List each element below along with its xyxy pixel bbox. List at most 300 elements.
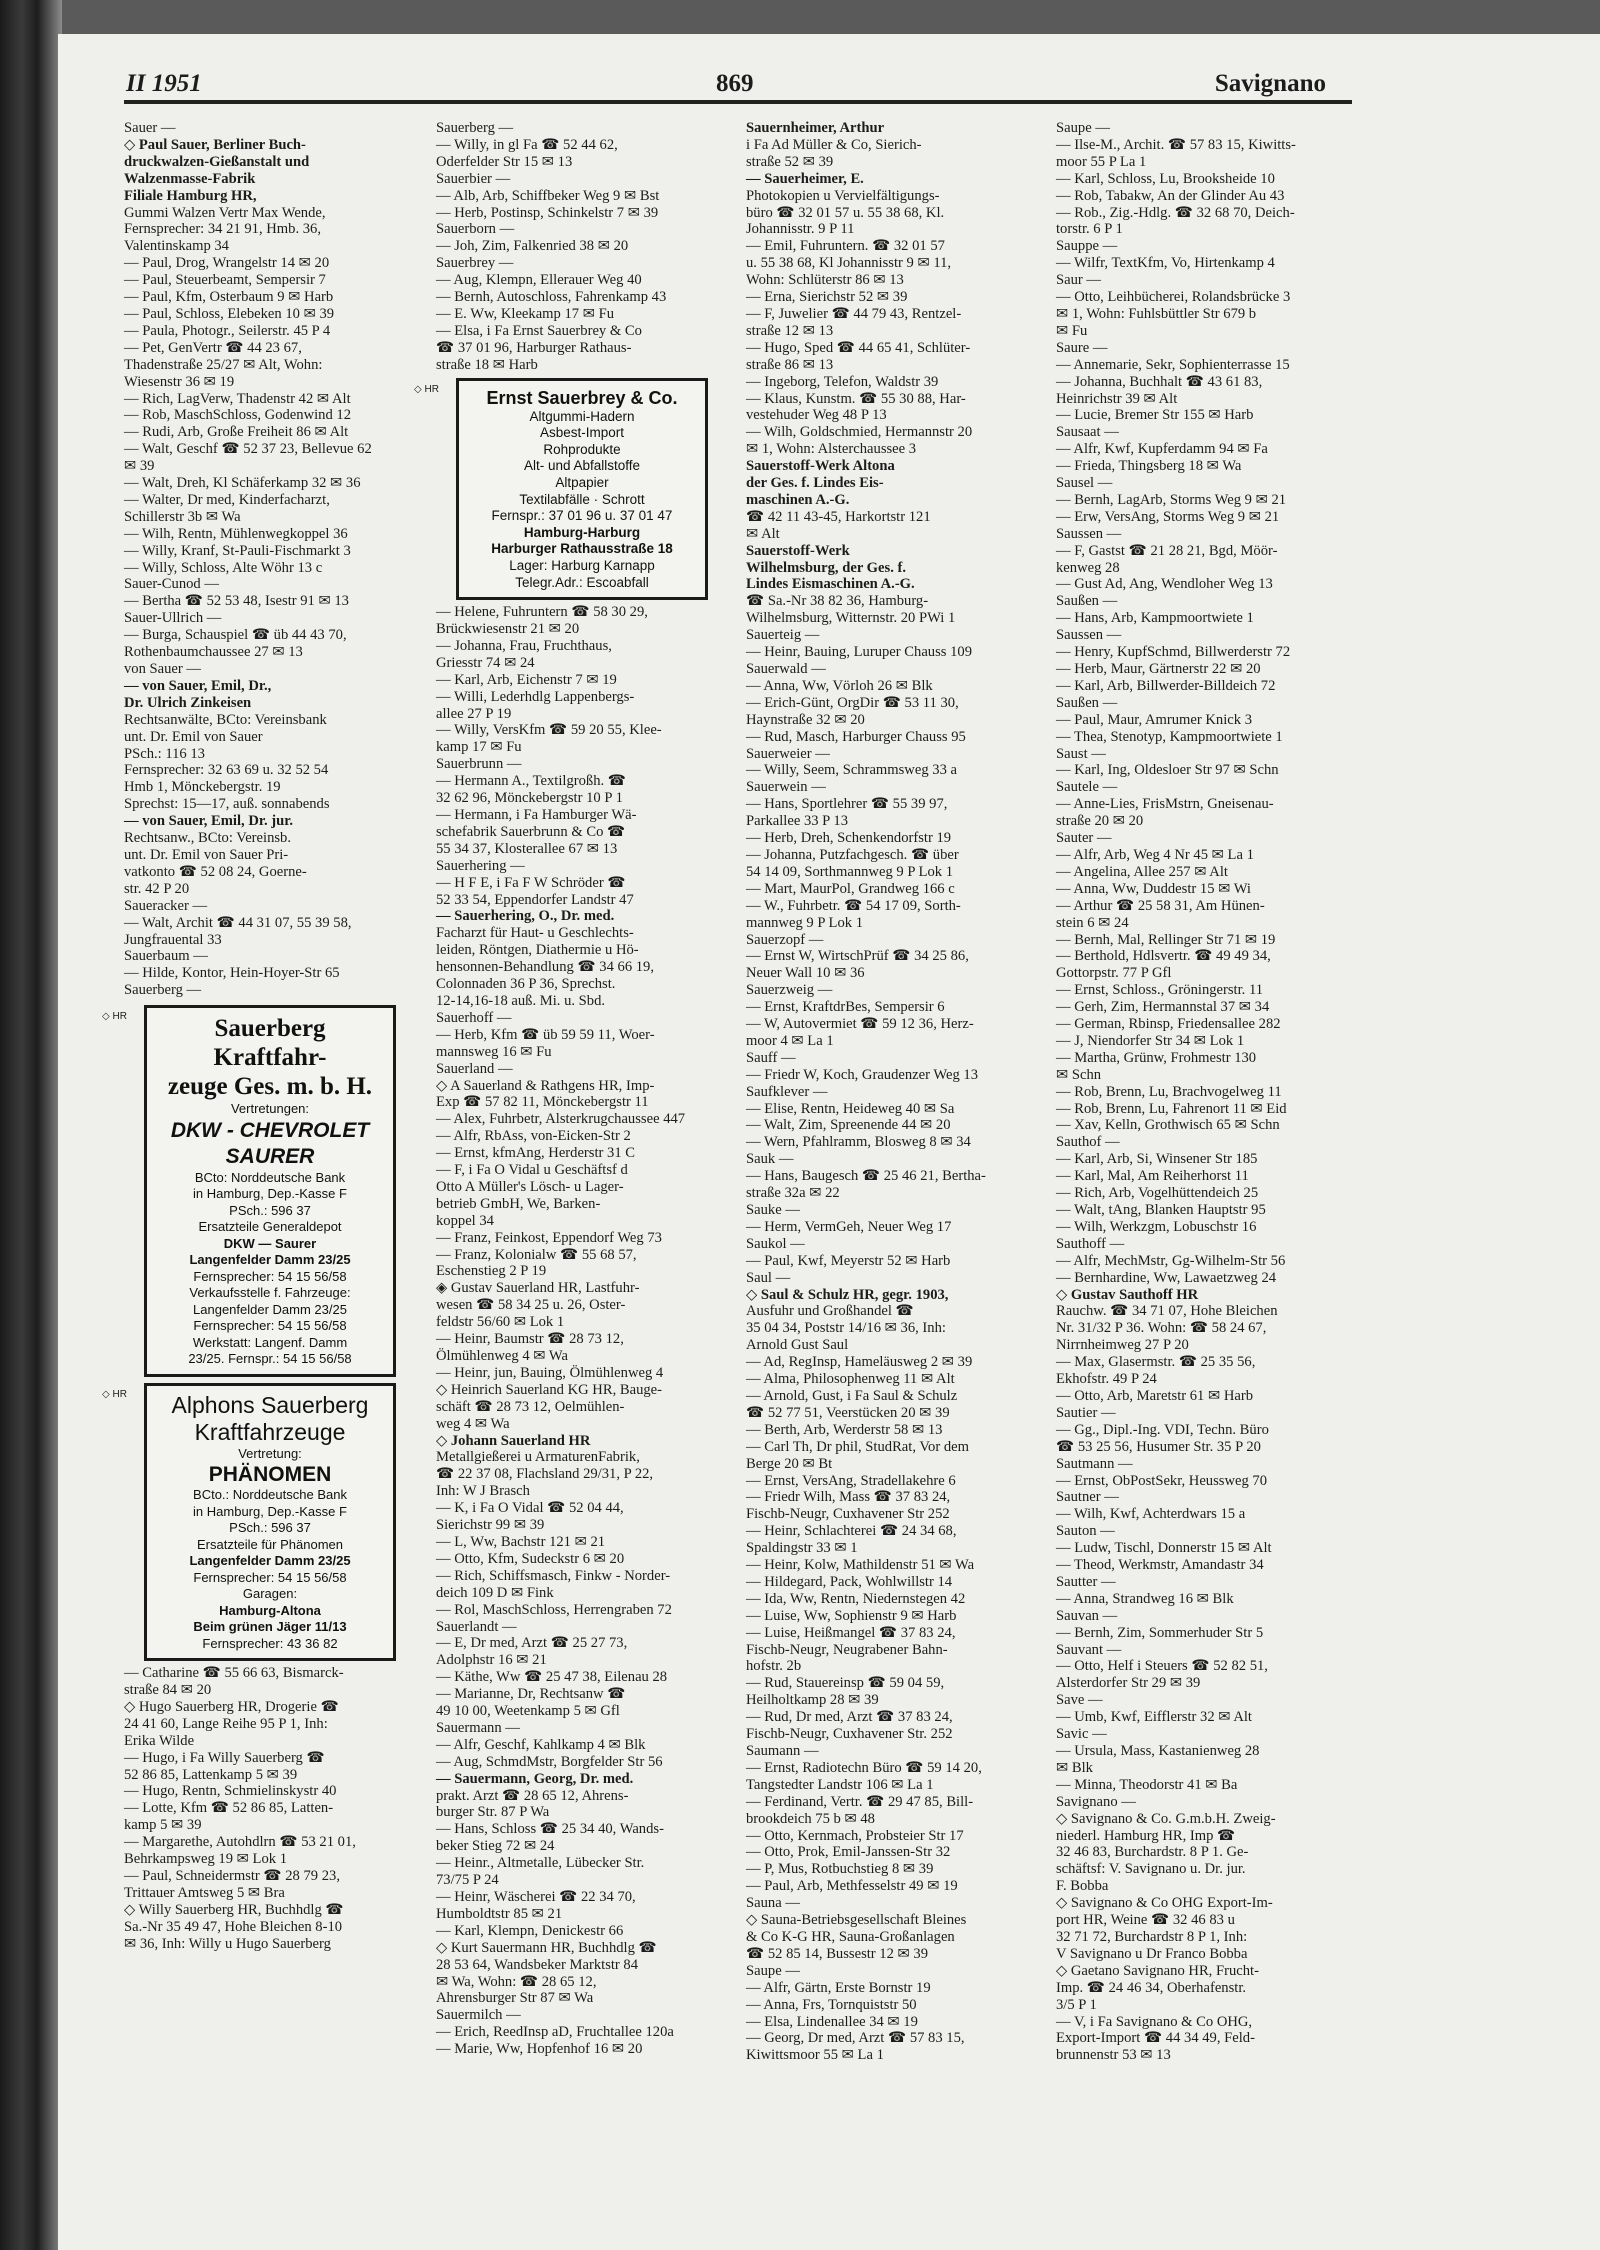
ad-line: Kraftfahrzeuge xyxy=(194,1418,346,1445)
directory-entry: — Gg., Dipl.-Ing. VDI, Techn. Büro xyxy=(1056,1421,1269,1438)
ad-line: zeuge Ges. m. b. H. xyxy=(167,1073,373,1101)
directory-entry: — Ernst W, WirtschPrüf ☎ 34 25 86, xyxy=(746,948,969,965)
directory-entry: ☎ 42 11 43-45, Harkortstr 121 xyxy=(746,508,931,525)
directory-entry: — Willi, Lederhdlg Lappenbergs- xyxy=(436,688,635,705)
column-4 xyxy=(1056,120,1338,2230)
directory-entry: Sauerzopf — xyxy=(746,931,824,948)
directory-entry: Wilhelmsburg, der Ges. f. xyxy=(746,559,906,576)
directory-entry: Sauna — xyxy=(746,1895,800,1912)
directory-entry: — Anna, Ww, Duddestr 15 ✉ Wi xyxy=(1056,880,1251,897)
directory-entry: Dr. Ulrich Zinkeisen xyxy=(124,694,252,711)
directory-entry: — Franz, Feinkost, Eppendorf Weg 73 xyxy=(436,1229,662,1246)
directory-entry: Sauerwein — xyxy=(746,779,826,796)
directory-entry: — Luise, Heißmangel ☎ 37 83 24, xyxy=(746,1624,956,1641)
directory-entry: 54 14 09, Sorthmannweg 9 P Lok 1 xyxy=(746,863,954,880)
ad-line: Rohprodukte xyxy=(543,441,621,457)
directory-entry: — Rob, Tabakw, An der Glinder Au 43 xyxy=(1056,187,1285,204)
directory-entry: hofstr. 2b xyxy=(746,1658,802,1675)
directory-entry: Haynstraße 32 ✉ 20 xyxy=(746,711,865,728)
ad-line: Altgummi-Hadern xyxy=(529,408,635,424)
directory-entry: 52 33 54, Eppendorfer Landstr 47 xyxy=(436,891,634,908)
directory-entry: 12-14,16-18 auß. Mi. u. Sbd. xyxy=(436,992,606,1009)
ad-line: Vertretung: xyxy=(238,1445,302,1461)
directory-entry: — Gust Ad, Ang, Wendloher Weg 13 xyxy=(1056,576,1273,593)
directory-entry: Sauernheimer, Arthur xyxy=(746,120,885,136)
directory-entry: Fischb-Neugr, Neugrabener Bahn- xyxy=(746,1641,948,1658)
directory-entry: — Heinr, Kolw, Mathildenstr 51 ✉ Wa xyxy=(746,1557,975,1574)
directory-entry: — Ursula, Mass, Kastanienweg 28 xyxy=(1056,1743,1260,1759)
directory-entry: — H F E, i Fa F W Schröder ☎ xyxy=(436,874,626,891)
directory-entry: Export-Import ☎ 44 34 49, Feld- xyxy=(1056,2030,1255,2047)
directory-entry: mannweg 9 P Lok 1 xyxy=(746,914,864,931)
directory-entry: Photokopien u Vervielfältigungs- xyxy=(746,187,940,204)
directory-entry: ✉ 1, Wohn: Fuhlsbüttler Str 679 b xyxy=(1056,305,1257,322)
directory-entry: Lindes Eismaschinen A.-G. xyxy=(746,576,915,593)
directory-entry: Sausel — xyxy=(1056,475,1113,492)
directory-entry: — Paul, Schloss, Elebeken 10 ✉ 39 xyxy=(124,305,335,322)
directory-entry: — J, Niendorfer Str 34 ✉ Lok 1 xyxy=(1056,1032,1245,1049)
directory-entry: Sauerteig — xyxy=(746,627,820,644)
directory-entry: — Bernh, LagArb, Storms Weg 9 ✉ 21 xyxy=(1056,491,1287,508)
directory-entry: schefabrik Sauerbrunn & Co ☎ xyxy=(436,823,626,840)
directory-entry: Rothenbaumchaussee 27 ✉ 13 xyxy=(124,644,303,661)
directory-entry: Rechtsanwälte, BCto: Vereinsbank xyxy=(124,711,327,728)
directory-entry: brookdeich 75 b ✉ 48 xyxy=(746,1810,875,1827)
directory-entry: ☎ 52 77 51, Veerstücken 20 ✉ 39 xyxy=(746,1404,950,1421)
directory-entry: Valentinskamp 34 xyxy=(124,238,229,255)
directory-entry: — Walt, tAng, Blanken Hauptstr 95 xyxy=(1056,1202,1266,1218)
directory-entry: — Helene, Fuhruntern ☎ 58 30 29, xyxy=(436,604,648,621)
column-1 xyxy=(102,120,406,2230)
directory-entry: 32 46 83, Burchardstr. 8 P 1. Ge- xyxy=(1056,1844,1249,1861)
directory-entry: — Rich, Arb, Vogelhüttendeich 25 xyxy=(1056,1185,1259,1202)
directory-entry: weg 4 ✉ Wa xyxy=(436,1415,510,1432)
directory-entry: — Angelina, Allee 257 ✉ Alt xyxy=(1056,863,1228,880)
directory-entry: — Aug, SchmdMstr, Borgfelder Str 56 xyxy=(436,1753,663,1770)
directory-entry: — Xav, Kelln, Grothwisch 65 ✉ Schn xyxy=(1056,1117,1280,1134)
hr-marker: ◇ HR xyxy=(102,1388,127,1400)
directory-entry: Hmb 1, Mönckebergstr. 19 xyxy=(124,779,281,796)
ad-line: PHÄNOMEN xyxy=(208,1463,332,1487)
directory-entry: — Alfr, Kwf, Kupferdamm 94 ✉ Fa xyxy=(1056,441,1268,458)
directory-entry: Sauerhering — xyxy=(436,857,525,874)
directory-entry: moor 55 P La 1 xyxy=(1056,153,1147,170)
directory-entry: ☎ 53 25 56, Husumer Str. 35 P 20 xyxy=(1056,1438,1261,1455)
directory-entry: — Rol, MaschSchloss, Herrengraben 72 xyxy=(436,1601,672,1618)
directory-entry: moor 4 ✉ La 1 xyxy=(746,1032,834,1049)
ad-box-sauerberg xyxy=(144,1005,396,1377)
directory-entry: Sautele — xyxy=(1056,779,1118,796)
directory-entry: Fischb-Neugr, Cuxhavener Str 252 xyxy=(746,1506,950,1523)
directory-entry: Adolphstr 16 ✉ 21 xyxy=(436,1652,547,1669)
directory-entry: — Paula, Photogr., Seilerstr. 45 P 4 xyxy=(124,322,331,339)
directory-entry: vatkonto ☎ 52 08 24, Goerne- xyxy=(124,863,307,880)
directory-entry: Fischb-Neugr, Cuxhavener Str. 252 xyxy=(746,1726,953,1743)
directory-entry: Sautter — xyxy=(1056,1573,1116,1590)
ad-line: PSch.: 596 37 xyxy=(229,1202,311,1218)
directory-entry: — Aug, Klempn, Ellerauer Weg 40 xyxy=(436,272,642,289)
directory-entry: 49 10 00, Weetenkamp 5 ✉ Gfl xyxy=(436,1703,620,1720)
directory-entry: — Hans, Baugesch ☎ 25 46 21, Bertha- xyxy=(746,1168,986,1185)
directory-entry: straße 84 ✉ 20 xyxy=(124,1682,212,1699)
directory-entry: Berge 20 ✉ Bt xyxy=(746,1455,833,1472)
directory-entry: ☎ 37 01 96, Harburger Rathaus- xyxy=(436,339,632,356)
header-keyword: Savignano xyxy=(1214,70,1326,97)
directory-entry: Metallgießerei u ArmaturenFabrik, xyxy=(436,1449,640,1466)
directory-entry: — Arnold, Gust, i Fa Saul & Schulz xyxy=(746,1387,958,1404)
directory-entry: Sauton — xyxy=(1056,1523,1115,1540)
advertisement-sauerbrey xyxy=(414,378,718,601)
directory-entry: Nirrnheimweg 27 P 20 xyxy=(1056,1337,1189,1354)
ad-line: Hamburg-Altona xyxy=(219,1602,321,1618)
directory-entry: — Willy, VersKfm ☎ 59 20 55, Klee- xyxy=(436,722,662,739)
directory-entry: maschinen A.-G. xyxy=(746,491,850,508)
directory-entry: Sauerbrunn — xyxy=(436,756,522,773)
ad-line: Beim grünen Jäger 11/13 xyxy=(193,1619,347,1635)
directory-entry: — Bernh, Autoschloss, Fahrenkamp 43 xyxy=(436,289,667,306)
directory-entry: Sauerlandt — xyxy=(436,1618,517,1635)
directory-entry: — Sauermann, Georg, Dr. med. xyxy=(436,1770,634,1787)
directory-entry: Sauthoff — xyxy=(1056,1235,1125,1252)
directory-entry: — Bernh, Mal, Rellinger Str 71 ✉ 19 xyxy=(1056,931,1276,948)
directory-entry: — Karl, Arb, Si, Winsener Str 185 xyxy=(1056,1151,1258,1168)
directory-entry: Saupe — xyxy=(1056,120,1110,136)
directory-entry: Sauerstoff-Werk xyxy=(746,542,850,559)
directory-entry: — Paul, Steuerbeamt, Sempersir 7 xyxy=(124,272,326,289)
directory-entry: — Otto, Leihbücherei, Rolandsbrücke 3 xyxy=(1056,289,1291,306)
directory-entry: ☎ 52 85 14, Bussestr 12 ✉ 39 xyxy=(746,1945,929,1962)
directory-entry: Erika Wilde xyxy=(124,1732,195,1749)
ad-line: SAURER xyxy=(225,1144,315,1168)
directory-entry: Rechtsanw., BCto: Vereinsb. xyxy=(124,830,292,847)
directory-entry: — Walt, Geschf ☎ 52 37 23, Bellevue 62 xyxy=(124,441,372,458)
directory-entry: 35 04 34, Poststr 14/16 ✉ 36, Inh: xyxy=(746,1320,946,1337)
directory-entry: 3/5 P 1 xyxy=(1056,1996,1097,2013)
directory-entry: — Frieda, Thingsberg 18 ✉ Wa xyxy=(1056,458,1242,475)
directory-entry: Heilholtkamp 28 ✉ 39 xyxy=(746,1692,879,1709)
directory-entry: allee 27 P 19 xyxy=(436,705,512,722)
directory-entry: — E. Ww, Kleekamp 17 ✉ Fu xyxy=(436,305,615,322)
ad-line: Alt- und Abfallstoffe xyxy=(523,458,641,474)
directory-entry: 55 34 37, Klosterallee 67 ✉ 13 xyxy=(436,840,618,857)
directory-entry: ◇ Paul Sauer, Berliner Buch- xyxy=(124,136,306,153)
directory-entry: — Walt, Dreh, Kl Schäferkamp 32 ✉ 36 xyxy=(124,475,361,492)
directory-entry: — Otto, Prok, Emil-Janssen-Str 32 xyxy=(746,1844,951,1861)
directory-entry: — Heinr, jun, Bauing, Ölmühlenweg 4 xyxy=(436,1364,664,1381)
directory-entry: — Luise, Ww, Sophienstr 9 ✉ Harb xyxy=(746,1607,957,1624)
directory-entry: Saussen — xyxy=(1056,525,1122,542)
directory-entry: mannsweg 16 ✉ Fu xyxy=(436,1043,552,1060)
directory-entry: vestehuder Weg 48 P 13 xyxy=(746,407,887,424)
directory-entry: ◈ Gustav Sauerland HR, Lastfuhr- xyxy=(436,1280,640,1297)
directory-entry: Sauerhoff — xyxy=(436,1009,512,1026)
directory-entry: Griesstr 74 ✉ 24 xyxy=(436,654,535,671)
directory-entry: — Hermann, i Fa Hamburger Wä- xyxy=(436,807,637,823)
directory-entry: Johannisstr. 9 P 11 xyxy=(746,221,855,238)
ad-line: PSch.: 596 37 xyxy=(229,1520,311,1536)
ad-line: Sauerberg Kraftfahr- xyxy=(213,1015,327,1072)
directory-entry: Sauvan — xyxy=(1056,1607,1118,1624)
directory-entry: — Willy, Seem, Schrammsweg 33 a xyxy=(746,762,957,779)
directory-entry: Saust — xyxy=(1056,745,1106,762)
directory-entry: — Walt, Zim, Spreenende 44 ✉ 20 xyxy=(746,1117,951,1134)
directory-entry: — Johanna, Buchhalt ☎ 43 61 83, xyxy=(1056,373,1263,390)
directory-entry: Savignano — xyxy=(1056,1793,1136,1810)
directory-entry: ◇ Sauna-Betriebsgesellschaft Bleines xyxy=(746,1912,967,1929)
directory-entry: Gottorpstr. 77 P Gfl xyxy=(1056,965,1172,982)
directory-entry: Spaldingstr 33 ✉ 1 xyxy=(746,1540,858,1557)
directory-entry: — Margarethe, Autohdlrn ☎ 53 21 01, xyxy=(124,1834,356,1851)
directory-entry: Brückwiesenstr 21 ✉ 20 xyxy=(436,621,580,638)
directory-entry: ◇ Gaetano Savignano HR, Frucht- xyxy=(1056,1962,1259,1979)
directory-entry: — Anna, Frs, Tornquiststr 50 xyxy=(746,1996,917,2013)
directory-entry: — Ludw, Tischl, Donnerstr 15 ✉ Alt xyxy=(1056,1540,1272,1557)
directory-entry: str. 42 P 20 xyxy=(124,880,190,897)
directory-entry: brunnenstr 53 ✉ 13 xyxy=(1056,2047,1171,2064)
directory-entry: beker Stieg 72 ✉ 24 xyxy=(436,1838,555,1855)
directory-entry: — Rud, Masch, Harburger Chauss 95 xyxy=(746,728,966,745)
directory-entry: Alsterdorfer Str 29 ✉ 39 xyxy=(1056,1675,1201,1692)
directory-entry: Arnold Gust Saul xyxy=(746,1337,849,1354)
directory-entry: — Elsa, Lindenallee 34 ✉ 19 xyxy=(746,2013,918,2030)
ad-line: Langenfelder Damm 23/25 xyxy=(193,1301,347,1317)
directory-entry: — Bertha ☎ 52 53 48, Isestr 91 ✉ 13 xyxy=(124,593,349,610)
directory-entry: Oderfelder Str 15 ✉ 13 xyxy=(436,153,573,170)
directory-entry: Sausaat — xyxy=(1056,424,1119,441)
directory-entry: Ahrensburger Str 87 ✉ Wa xyxy=(436,1990,594,2007)
directory-entry: — Theod, Werkmstr, Amandastr 34 xyxy=(1056,1557,1264,1574)
directory-entry: — Mart, MaurPol, Grandweg 166 c xyxy=(746,880,955,897)
directory-entry: — Johanna, Frau, Fruchthaus, xyxy=(436,637,612,654)
directory-entry: u. 55 38 68, Kl Johannisstr 9 ✉ 11, xyxy=(746,255,952,272)
directory-entry: betrieb GmbH, We, Barken- xyxy=(436,1195,601,1212)
directory-entry: — Karl, Mal, Am Reiherhorst 11 xyxy=(1056,1168,1249,1185)
directory-entry: — Rich, Schiffsmasch, Finkw - Norder- xyxy=(436,1567,671,1584)
directory-entry: — Wilfr, TextKfm, Vo, Hirtenkamp 4 xyxy=(1056,255,1275,272)
directory-entry: Saupe — xyxy=(746,1962,800,1979)
directory-entry: ✉ Fu xyxy=(1056,322,1088,339)
directory-entry: Sauke — xyxy=(746,1202,800,1218)
directory-entry: — Alfr, RbAss, von-Eicken-Str 2 xyxy=(436,1128,631,1145)
directory-entry: Fernsprecher: 32 63 69 u. 32 52 54 xyxy=(124,762,329,779)
directory-entry: — Willy, Kranf, St-Pauli-Fischmarkt 3 xyxy=(124,542,351,559)
directory-entry: — Hugo, i Fa Willy Sauerberg ☎ xyxy=(124,1749,325,1766)
directory-entry: — K, i Fa O Vidal ☎ 52 04 44, xyxy=(436,1500,624,1517)
directory-entry: Sprechst: 15—17, auß. sonnabends xyxy=(124,796,330,813)
directory-entry: schäftsf: V. Savignano u. Dr. jur. xyxy=(1056,1861,1246,1878)
directory-entry: — Lucie, Bremer Str 155 ✉ Harb xyxy=(1056,407,1254,424)
ad-line: Fernsprecher: 43 36 82 xyxy=(202,1635,338,1651)
directory-entry: — Friedr W, Koch, Graudenzer Weg 13 xyxy=(746,1066,978,1083)
directory-entry: 73/75 P 24 xyxy=(436,1872,499,1889)
directory-entry: — Paul, Kfm, Osterbaum 9 ✉ Harb xyxy=(124,289,334,306)
directory-entry: — Hans, Sportlehrer ☎ 55 39 97, xyxy=(746,796,948,813)
directory-entry: — Rob, Brenn, Lu, Fahrenort 11 ✉ Eid xyxy=(1056,1100,1287,1117)
directory-entry: — Paul, Kwf, Meyerstr 52 ✉ Harb xyxy=(746,1252,951,1269)
header-rule xyxy=(124,100,1352,104)
directory-entry: — Alb, Arb, Schiffbeker Weg 9 ✉ Bst xyxy=(436,187,660,204)
directory-entry: kamp 17 ✉ Fu xyxy=(436,739,522,756)
directory-entry: straße 12 ✉ 13 xyxy=(746,322,834,339)
directory-entry: — Ernst, kfmAng, Herderstr 31 C xyxy=(436,1145,636,1162)
directory-entry: Exp ☎ 57 82 11, Mönckebergstr 11 xyxy=(436,1094,649,1111)
directory-entry: — Marianne, Dr, Rechtsanw ☎ xyxy=(436,1686,626,1703)
directory-entry: 24 41 60, Lange Reihe 95 P 1, Inh: xyxy=(124,1715,328,1732)
directory-entry: Sauerberg — xyxy=(124,982,202,999)
ad-line: Telegr.Adr.: Escoabfall xyxy=(515,574,649,590)
directory-entry: — Willy, Schloss, Alte Wöhr 13 c xyxy=(124,559,323,576)
directory-entry: Walzenmasse-Fabrik xyxy=(124,170,256,187)
directory-entry: ◇ Willy Sauerberg HR, Buchhdlg ☎ xyxy=(124,1901,344,1918)
advertisement-sauerberg xyxy=(102,1005,406,1377)
ad-line: DKW - CHEVROLET xyxy=(170,1118,370,1142)
ad-line: Alphons Sauerberg xyxy=(171,1391,369,1418)
directory-entry: Gummi Walzen Vertr Max Wende, xyxy=(124,204,326,221)
directory-entry: Sauer-Cunod — xyxy=(124,576,219,593)
ad-line: Vertretungen: xyxy=(230,1101,310,1117)
directory-entry: ◇ Gustav Sauthoff HR xyxy=(1056,1286,1199,1303)
directory-entry: — Herm, VermGeh, Neuer Weg 17 xyxy=(746,1218,952,1235)
directory-entry: Wohn: Schlüterstr 86 ✉ 13 xyxy=(746,272,904,289)
directory-entry: — Joh, Zim, Falkenried 38 ✉ 20 xyxy=(436,238,629,255)
directory-entry: Sauerstoff-Werk Altona xyxy=(746,458,895,475)
directory-entry: — Friedr Wilh, Mass ☎ 37 83 24, xyxy=(746,1489,951,1506)
directory-entry: — Pet, GenVertr ☎ 44 23 67, xyxy=(124,339,302,356)
directory-entry: — Wilh, Werkzgm, Lobuschstr 16 xyxy=(1056,1218,1257,1235)
directory-entry: — Hans, Arb, Kampmoortwiete 1 xyxy=(1056,610,1254,627)
directory-entry: Tangstedter Landstr 106 ✉ La 1 xyxy=(746,1776,934,1793)
directory-entry: — Alfr, MechMstr, Gg-Wilhelm-Str 56 xyxy=(1056,1252,1286,1269)
directory-entry: — Otto, Kfm, Sudeckstr 6 ✉ 20 xyxy=(436,1550,625,1567)
directory-entry: — Herb, Postinsp, Schinkelstr 7 ✉ 39 xyxy=(436,204,659,221)
ad-line: Asbest-Import xyxy=(539,425,625,441)
directory-entry: i Fa Ad Müller & Co, Sierich- xyxy=(746,136,922,153)
directory-entry: hensonnen-Behandlung ☎ 34 66 19, xyxy=(436,959,655,976)
directory-entry: — Bernh, Zim, Sommerhuder Str 5 xyxy=(1056,1624,1264,1641)
directory-entry: — Thea, Stenotyp, Kampmoortwiete 1 xyxy=(1056,728,1283,745)
directory-entry: Nr. 31/32 P 36. Wohn: ☎ 58 24 67, xyxy=(1056,1320,1267,1337)
directory-entry: Sauerbier — xyxy=(436,170,511,187)
ad-line: Harburger Rathausstraße 18 xyxy=(491,541,673,557)
book-spine xyxy=(0,0,62,2250)
directory-entry: Saufklever — xyxy=(746,1083,828,1100)
directory-entry: kenweg 28 xyxy=(1056,559,1120,576)
directory-entry: — Paul, Arb, Methfesselstr 49 ✉ 19 xyxy=(746,1878,958,1895)
ad-line: BCto: Norddeutsche Bank xyxy=(194,1169,346,1185)
directory-entry: ✉ 36, Inh: Willy u Hugo Sauerberg xyxy=(124,1935,331,1952)
directory-entry: feldstr 56/60 ✉ Lok 1 xyxy=(436,1314,565,1331)
directory-entry: — Ida, Ww, Rentn, Niedernstegen 42 xyxy=(746,1590,966,1607)
directory-entry: — Rud, Dr med, Arzt ☎ 37 83 24, xyxy=(746,1709,953,1726)
directory-entry: — Karl, Arb, Billwerder-Billdeich 72 xyxy=(1056,677,1276,694)
directory-entry: — Johanna, Putzfachgesch. ☎ über xyxy=(746,846,959,863)
directory-entry: Wilhelmsburg, Witternstr. 20 PWi 1 xyxy=(746,610,956,627)
directory-entry: — Sauerhering, O., Dr. med. xyxy=(436,908,615,925)
ad-box-sauerbrey xyxy=(456,378,708,601)
directory-entry: — Erich-Günt, OrgDir ☎ 53 11 30, xyxy=(746,694,959,711)
directory-entry: ◇ Kurt Sauermann HR, Buchhdlg ☎ xyxy=(436,1939,657,1956)
directory-entry: 52 86 85, Lattenkamp 5 ✉ 39 xyxy=(124,1766,298,1783)
directory-entry: — Catharine ☎ 55 66 63, Bismarck- xyxy=(124,1665,344,1682)
directory-entry: — Carl Th, Dr phil, StudRat, Vor dem xyxy=(746,1438,969,1455)
directory-entry: Saumann — xyxy=(746,1743,819,1759)
directory-entry: Sauer-Ullrich — xyxy=(124,610,222,627)
directory-entry: Sierichstr 99 ✉ 39 xyxy=(436,1517,545,1534)
ad-line: Fernsprecher: 54 15 56/58 xyxy=(193,1268,347,1284)
directory-entry: ◇ A Sauerland & Rathgens HR, Imp- xyxy=(436,1077,655,1094)
directory-entry: Rauchw. ☎ 34 71 07, Hohe Bleichen xyxy=(1056,1303,1278,1320)
ad-box-alphons xyxy=(144,1383,396,1662)
directory-entry: Save — xyxy=(1056,1692,1103,1709)
directory-entry: — Heinr, Wäscherei ☎ 22 34 70, xyxy=(436,1889,636,1905)
directory-entry: leiden, Röntgen, Diathermie u Hö- xyxy=(436,942,639,959)
directory-entry: — Karl, Arb, Eichenstr 7 ✉ 19 xyxy=(436,671,617,688)
directory-entry: Ekhofstr. 49 P 24 xyxy=(1056,1371,1157,1388)
directory-entry: ✉ Alt xyxy=(746,525,780,542)
directory-entry: & Co K-G HR, Sauna-Großanlagen xyxy=(746,1928,955,1945)
directory-entry: — German, Rbinsp, Friedensallee 282 xyxy=(1056,1016,1281,1033)
directory-entry: — Alfr, Geschf, Kahlkamp 4 ✉ Blk xyxy=(436,1736,646,1753)
directory-entry: — Ilse-M., Archit. ☎ 57 83 15, Kiwitts- xyxy=(1056,136,1296,153)
directory-entry: Saul — xyxy=(746,1269,791,1286)
column-2 xyxy=(414,120,718,2230)
directory-entry: Jungfrauental 33 xyxy=(124,931,222,948)
directory-entry: 32 62 96, Mönckebergstr 10 P 1 xyxy=(436,790,623,807)
directory-entry: torstr. 6 P 1 xyxy=(1056,221,1123,238)
directory-entry: wesen ☎ 58 34 25 u. 26, Oster- xyxy=(436,1297,626,1314)
directory-entry: — Rud, Stauereinsp ☎ 59 04 59, xyxy=(746,1675,945,1692)
directory-entry: — Ernst, VersAng, Stradellakehre 6 xyxy=(746,1472,956,1489)
directory-entry: Saur — xyxy=(1056,272,1101,289)
directory-entry: — Heinr, Bauing, Luruper Chauss 109 xyxy=(746,644,972,661)
directory-entry: V Savignano u Dr Franco Bobba xyxy=(1056,1945,1248,1962)
directory-entry: — Otto, Helf i Steuers ☎ 52 82 51, xyxy=(1056,1658,1268,1675)
directory-entry: — Hermann A., Textilgroßh. ☎ xyxy=(436,773,626,790)
directory-entry: — Ernst, Radiotechn Büro ☎ 59 14 20, xyxy=(746,1759,982,1776)
directory-entry: — Umb, Kwf, Eifflerstr 32 ✉ Alt xyxy=(1056,1709,1252,1726)
directory-entry: Kiwittsmoor 55 ✉ La 1 xyxy=(746,2047,884,2064)
directory-entry: ◇ Savignano & Co. G.m.b.H. Zweig- xyxy=(1056,1810,1276,1827)
directory-entry: Sauk — xyxy=(746,1151,794,1168)
directory-entry: — Wern, Pfahlramm, Blosweg 8 ✉ 34 xyxy=(746,1134,971,1151)
directory-entry: — Otto, Arb, Maretstr 61 ✉ Harb xyxy=(1056,1387,1254,1404)
directory-entry: — Franz, Kolonialw ☎ 55 68 57, xyxy=(436,1246,637,1263)
directory-entry: — Wilh, Kwf, Achterdwars 15 a xyxy=(1056,1506,1246,1523)
directory-entry: — Ernst, Schloss., Gröningerstr. 11 xyxy=(1056,982,1264,999)
directory-entry: druckwalzen-Gießanstalt und xyxy=(124,153,310,170)
ad-line: Langenfelder Damm 23/25 xyxy=(189,1553,351,1569)
directory-entry: Fernsprecher: 34 21 91, Hmb. 36, xyxy=(124,221,321,238)
ad-line: Altpapier xyxy=(555,474,609,490)
directory-entry: schäft ☎ 28 73 12, Oelmühlen- xyxy=(436,1398,625,1415)
directory-entry: — von Sauer, Emil, Dr. jur. xyxy=(124,813,294,830)
directory-entry: Savic — xyxy=(1056,1726,1107,1743)
directory-entry: Sauermilch — xyxy=(436,2007,521,2024)
ad-line: Hamburg-Harburg xyxy=(523,524,641,540)
ad-line: Werkstatt: Langenf. Damm xyxy=(192,1334,348,1350)
directory-entry: — Rob, Brenn, Lu, Brachvogelweg 11 xyxy=(1056,1083,1282,1100)
directory-entry: — F, Gastst ☎ 21 28 21, Bgd, Möör- xyxy=(1056,542,1278,559)
directory-entry: — Karl, Klempn, Denickestr 66 xyxy=(436,1922,624,1939)
directory-entry: Wiesenstr 36 ✉ 19 xyxy=(124,373,235,390)
directory-entry: Sautner — xyxy=(1056,1489,1119,1506)
directory-entry: — Walt, Archit ☎ 44 31 07, 55 39 58, xyxy=(124,914,352,931)
directory-entry: — Rich, LagVerw, Thadenstr 42 ✉ Alt xyxy=(124,390,351,407)
directory-entry: ◇ Savignano & Co OHG Export-Im- xyxy=(1056,1895,1273,1912)
ad-line: in Hamburg, Dep.-Kasse F xyxy=(193,1503,347,1519)
directory-entry: Sautmann — xyxy=(1056,1455,1133,1472)
directory-entry: Sauvant — xyxy=(1056,1641,1122,1658)
